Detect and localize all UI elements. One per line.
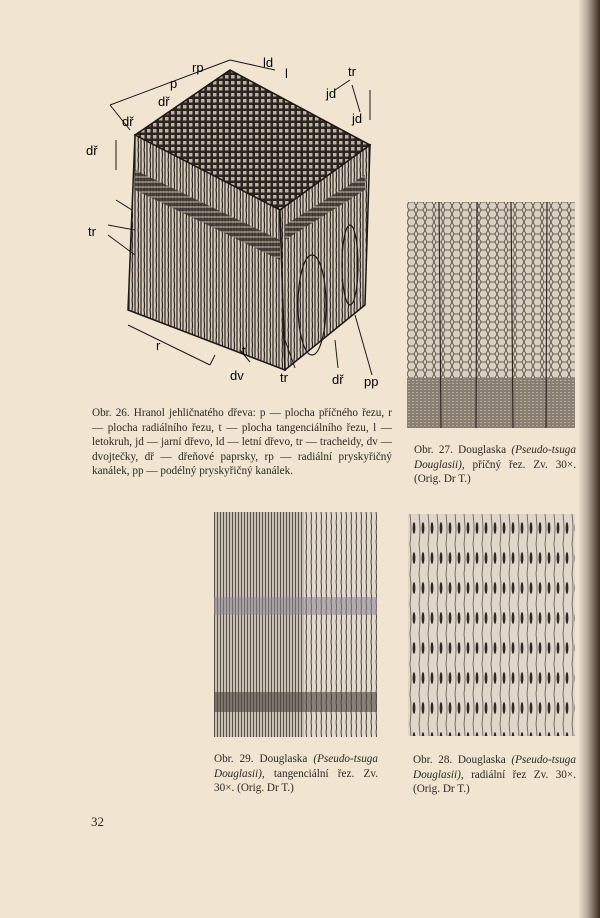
label-dr-bottom: dř [332, 372, 344, 387]
label-p: p [170, 76, 178, 91]
label-rp: rp [192, 60, 204, 75]
wood-block-drawing [80, 50, 400, 390]
figure-26-wood-block [80, 50, 400, 390]
figure-29-tangential-section [214, 512, 377, 737]
radial-section-micrograph [408, 514, 575, 736]
figure-28-radial-section [408, 514, 575, 736]
label-tr-top: tr [348, 64, 356, 79]
label-tr-bottom: tr [280, 370, 288, 385]
figure-27-caption: Obr. 27. Douglaska (Pseudo-tsuga Douglasii), příčný řez. Zv. 30×. (Orig. Dr T.) [414, 444, 576, 486]
label-t: t [242, 343, 246, 358]
label-pp: pp [364, 374, 379, 389]
label-tr-left: tr [88, 224, 96, 239]
label-l: l [285, 66, 288, 81]
label-r: r [156, 338, 161, 353]
label-dv: dv [230, 368, 244, 383]
figure-29-caption: Obr. 29. Douglaska (Pseudo-tsuga Douglasii), tangenciální řez. Zv. 30×. (Orig. Dr T.) [214, 753, 378, 795]
tangential-section-micrograph [214, 512, 377, 737]
figure-28-caption: Obr. 28. Douglaska (Pseudo-tsuga Douglasii), radiální řez Zv. 30×.(Orig. Dr T.) [413, 754, 576, 796]
label-jd-1: jd [326, 86, 337, 101]
cross-section-micrograph [407, 202, 575, 428]
label-dr-2: dř [122, 114, 134, 129]
label-jd-2: jd [352, 111, 363, 126]
label-dr-1: dř [158, 94, 170, 109]
label-ld: ld [263, 55, 274, 70]
figure-27-cross-section [407, 202, 575, 428]
figure-26-caption: Obr. 26. Hranol jehličnatého dřeva: p — plocha příčného řezu, r — plocha radiálního řezu, t — plocha tangenciálního řezu, l — letokruh, jd — jarní dřevo, ld — letní dřevo, tr — tracheidy, dv — dvojtečky, dř — dřeňové paprsky, rp — radiální pryskyřičný kanálek, pp — podélný pryskyřičný kanálek. [92, 407, 392, 478]
page-number: 32 [91, 814, 104, 829]
label-dr-left: dř [86, 143, 98, 158]
book-spine-shadow [578, 0, 600, 918]
